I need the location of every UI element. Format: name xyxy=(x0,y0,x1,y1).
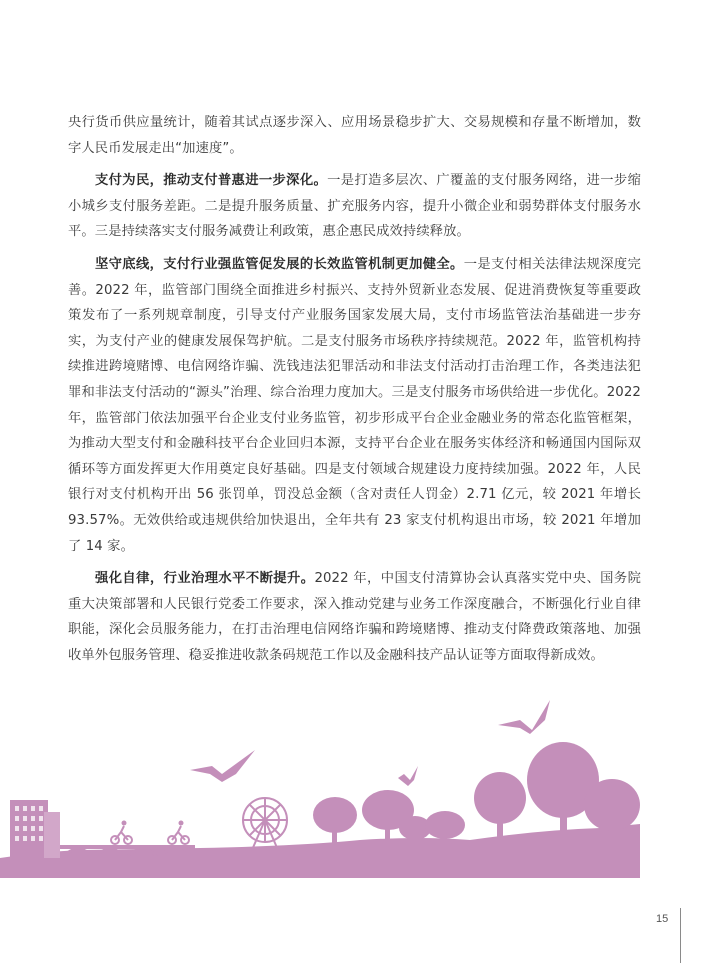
cyclist-icon xyxy=(111,826,132,844)
cyclist-icon xyxy=(168,826,189,844)
paragraph-text: 央行货币供应量统计，随着其试点逐步深入、应用场景稳步扩大、交易规模和存量不断增加，数字人民币发展走出“加速度”。 xyxy=(68,115,641,156)
page-number-rule xyxy=(680,908,681,963)
ground-shape xyxy=(0,824,640,878)
building-shape xyxy=(44,812,60,858)
bird-icon xyxy=(398,766,418,786)
bird-icon xyxy=(190,750,255,782)
paragraph-text: 一是打造多层次、广覆盖的支付服务网络，进一步缩小城乡支付服务差距。二是提升服务质量、扩充服务内容，提升小微企业和弱势群体支付服务水平。三是持续落实支付服务减费让利政策，惠企惠民成效持续释放。 xyxy=(68,173,641,240)
paragraph-payment-inclusion xyxy=(68,168,641,245)
body-text xyxy=(68,110,641,675)
page-number: 15 xyxy=(656,913,669,925)
paragraph-text: 一是支付相关法律法规深度完善。2022 年，监管部门围绕全面推进乡村振兴、支持外贸新业态发展、促进消费恢复等重要政策发布了一系列规章制度，引导支付产业服务国家发展大局，支付市场监管法治基础进一步夯实，为支付产业的健康发展保驾护航。二是支付服务市场秩序持续规范。2022 年，监管机构持续推进跨境赌博、电信网络诈骗、洗钱违法犯罪活动和非法支付活动打击治理工作，各类违法犯罪和非法支付活动的“源头”治理、综合治理力度加大。三是支付服务市场供给进一步优化。2022 年，监管部门依法加强平台企业支付业务监管，初步形成平台企业金融业务的常态化监管框架，为推动大型支付和金融科技平台企业回归本源，支持平台企业在服务实体经济和畅通国内国际双循环等方面发挥更大作用奠定良好基础。四是支付领域合规建设力度持续加强。2022 年，人民银行对支付机构开出 56 张罚单，罚没总金额（含对责任人罚金）2.71 亿元，较 2021 年增长 93.57%。无效供给或违规供给加快退出，全年共有 23 家支付机构退出市场，较 2021 年增加了 14 家。 xyxy=(68,256,641,554)
paragraph-heading: 坚守底线，支付行业强监管促发展的长效监管机制更加健全。 xyxy=(95,256,464,272)
paragraph-regulation xyxy=(68,252,641,559)
ferris-wheel-shape xyxy=(243,798,287,850)
paragraph-text: 2022 年，中国支付清算协会认真落实党中央、国务院重大决策部署和人民银行党委工作要求，深入推动党建与业务工作深度融合，不断强化行业自律职能，深化会员服务能力，在打击治理电信网络诈骗和跨境赌博、推动支付降费政策落地、加强收单外包服务管理、稳妥推进收款条码规范工作以及金融科技产品认证等方面取得新成效。 xyxy=(68,571,641,663)
paragraph-heading: 强化自律，行业治理水平不断提升。 xyxy=(95,571,315,587)
paragraph-self-regulation xyxy=(68,566,641,668)
paragraph-continuation xyxy=(68,110,641,161)
paragraph-heading: 支付为民，推动支付普惠进一步深化。 xyxy=(95,173,328,189)
city-skyline-illustration xyxy=(0,690,710,890)
bird-icon xyxy=(498,700,550,734)
